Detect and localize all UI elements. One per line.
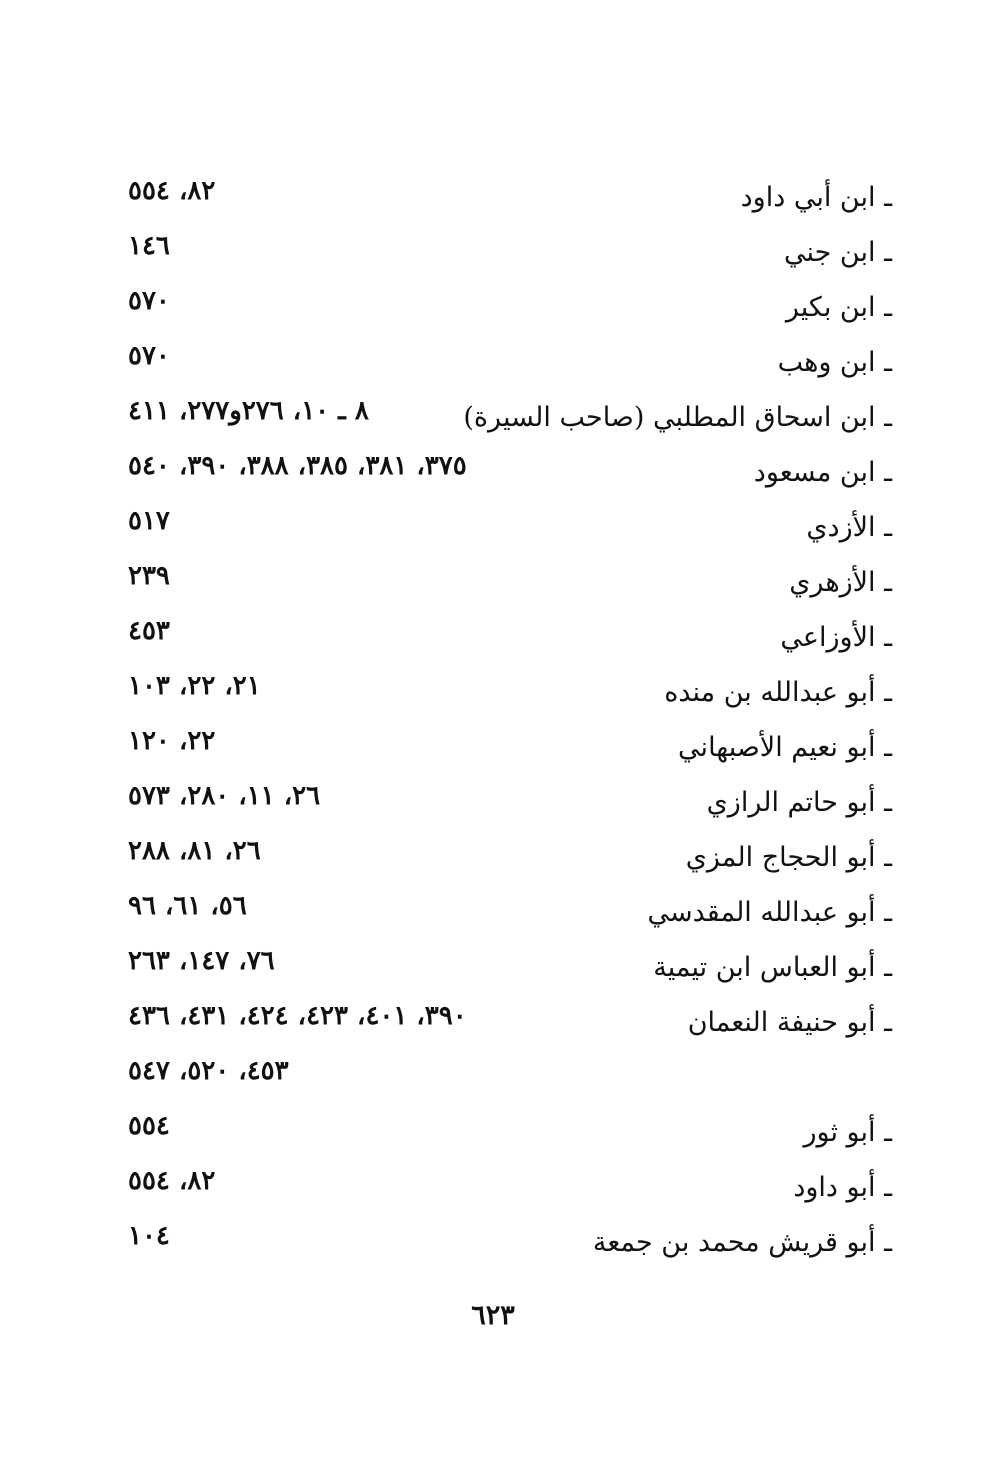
- entry-name: ـ أبو حنيفة النعمان: [687, 1007, 892, 1038]
- entry-name: ـ أبو عبدالله المقدسي: [647, 897, 892, 928]
- entry-name: ـ ابن وهب: [777, 347, 892, 378]
- entry-name: ـ الأزهري: [789, 567, 892, 598]
- entry-name: ـ ابن مسعود: [753, 457, 892, 488]
- page-number: ٦٢٣: [471, 1300, 515, 1331]
- entry-pages: ٥٦، ٦١، ٩٦: [128, 891, 247, 921]
- entry-pages: ٥٧٠: [128, 286, 170, 316]
- entry-name: ـ أبو الحجاج المزي: [685, 842, 892, 873]
- entry-pages: ٥٥٤: [128, 1111, 170, 1141]
- index-entry: [128, 451, 892, 506]
- index-entry: [128, 781, 892, 836]
- entry-pages: ٧٦، ١٤٧، ٢٦٣: [128, 946, 275, 976]
- entry-pages: ١٤٦: [128, 231, 170, 261]
- entry-pages: ٤٥٣: [128, 616, 170, 646]
- index-entry: [128, 616, 892, 671]
- index-entry: [128, 1001, 892, 1056]
- index-entry: [128, 891, 892, 946]
- entry-pages: ٢٢، ١٢٠: [128, 726, 216, 756]
- index-entry: [128, 836, 892, 891]
- entry-pages: ٨٢، ٥٥٤: [128, 176, 216, 206]
- entry-name: ـ الأوزاعي: [780, 622, 892, 653]
- index-entry: [128, 1221, 892, 1276]
- entry-name: ـ ابن اسحاق المطلبي (صاحب السيرة): [463, 402, 892, 433]
- entry-name: ـ ابن أبي داود: [740, 182, 892, 213]
- index-entry-continuation: [128, 1056, 892, 1111]
- entry-pages: ٢٦، ١١، ٢٨٠، ٥٧٣: [128, 781, 321, 811]
- index-entry: [128, 1166, 892, 1221]
- entry-name: ـ أبو عبدالله بن منده: [664, 677, 892, 708]
- index-entry: [128, 561, 892, 616]
- entry-pages: ٣٧٥، ٣٨١، ٣٨٥، ٣٨٨، ٣٩٠، ٥٤٠: [128, 451, 467, 481]
- entry-name: ـ أبو نعيم الأصبهاني: [678, 732, 892, 763]
- entry-pages: ٢١، ٢٢، ١٠٣: [128, 671, 261, 701]
- entry-pages: ٨٢، ٥٥٤: [128, 1166, 216, 1196]
- entry-pages: ١٠٤: [128, 1221, 170, 1251]
- entry-pages: ٣٩٠، ٤٠١، ٤٢٣، ٤٢٤، ٤٣١، ٤٣٦: [128, 1001, 467, 1031]
- entry-pages: ٤٥٣، ٥٢٠، ٥٤٧: [128, 1056, 289, 1086]
- entry-name: ـ الأزدي: [806, 512, 892, 543]
- entry-pages: ٥١٧: [128, 506, 170, 536]
- index-entry: [128, 946, 892, 1001]
- entry-pages: ٥٧٠: [128, 341, 170, 371]
- index-entry: [128, 396, 892, 451]
- index-entry: [128, 231, 892, 286]
- index-entry: [128, 176, 892, 231]
- entry-pages: ٢٦، ٨١، ٢٨٨: [128, 836, 261, 866]
- index-list: [128, 176, 892, 1276]
- index-entry: [128, 506, 892, 561]
- entry-name: ـ أبو ثور: [803, 1117, 892, 1148]
- entry-name: ـ أبو قريش محمد بن جمعة: [592, 1227, 892, 1258]
- entry-pages: ٨ ـ ١٠، ٢٧٦و٢٧٧، ٤١١: [128, 396, 369, 426]
- index-entry: [128, 286, 892, 341]
- entry-pages: ٢٣٩: [128, 561, 170, 591]
- entry-name: ـ ابن بكير: [785, 292, 892, 323]
- index-entry: [128, 341, 892, 396]
- entry-name: ـ ابن جني: [784, 237, 892, 268]
- index-entry: [128, 1111, 892, 1166]
- index-entry: [128, 726, 892, 781]
- entry-name: ـ أبو العباس ابن تيمية: [653, 952, 892, 983]
- entry-name: ـ أبو حاتم الرازي: [706, 787, 892, 818]
- index-entry: [128, 671, 892, 726]
- entry-name: ـ أبو داود: [793, 1172, 892, 1203]
